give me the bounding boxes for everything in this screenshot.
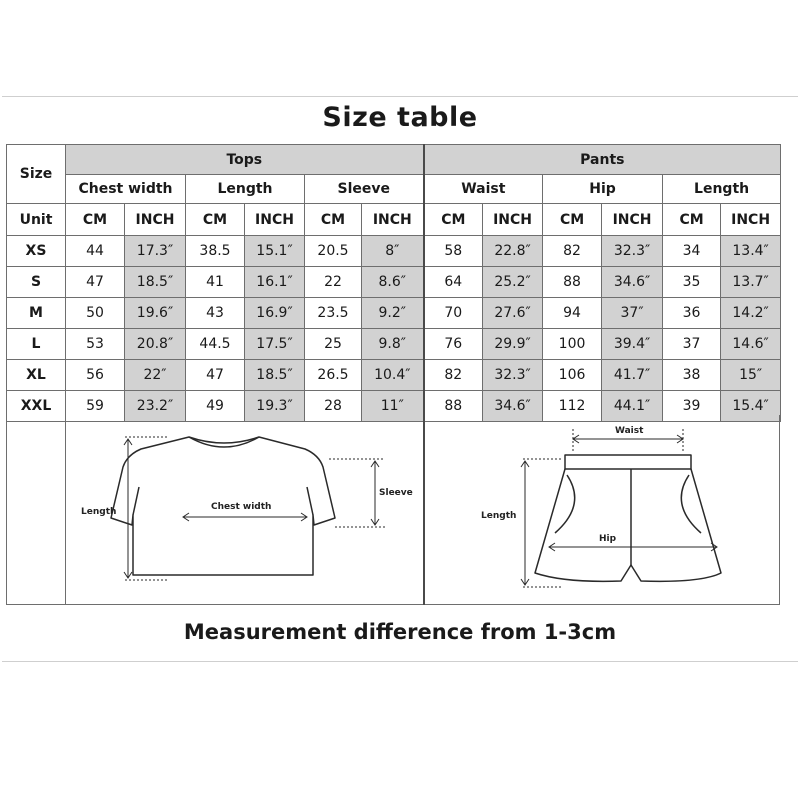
size-table	[6, 144, 781, 422]
value-cell: 70	[424, 298, 483, 329]
value-cell: 14.6″	[721, 329, 781, 360]
value-cell: 36	[663, 298, 721, 329]
value-cell: 11″	[362, 391, 424, 422]
label-chest-width: Chest width	[211, 502, 272, 512]
table-row	[7, 360, 781, 391]
value-cell: 20.5	[305, 236, 362, 267]
value-cell: 94	[543, 298, 602, 329]
size-header: Size	[7, 145, 66, 204]
value-cell: 35	[663, 267, 721, 298]
unit-cell: INCH	[602, 204, 663, 236]
measurement-note: Measurement difference from 1-3cm	[183, 620, 617, 644]
value-cell: 18.5″	[125, 267, 186, 298]
value-cell: 22″	[125, 360, 186, 391]
value-cell: 34.6″	[483, 391, 543, 422]
value-cell: 100	[543, 329, 602, 360]
measure-header: Waist	[424, 175, 543, 204]
unit-cell: CM	[543, 204, 602, 236]
value-cell: 23.5	[305, 298, 362, 329]
value-cell: 22	[305, 267, 362, 298]
label-top-length: Length	[81, 507, 117, 517]
value-cell: 19.3″	[245, 391, 305, 422]
size-cell: XL	[7, 360, 66, 391]
unit-cell: CM	[663, 204, 721, 236]
size-cell: L	[7, 329, 66, 360]
value-cell: 38.5	[186, 236, 245, 267]
value-cell: 34.6″	[602, 267, 663, 298]
value-cell: 37	[663, 329, 721, 360]
value-cell: 32.3″	[483, 360, 543, 391]
unit-cell: CM	[66, 204, 125, 236]
value-cell: 25.2″	[483, 267, 543, 298]
value-cell: 29.9″	[483, 329, 543, 360]
unit-cell: INCH	[721, 204, 781, 236]
value-cell: 23.2″	[125, 391, 186, 422]
unit-row	[7, 204, 781, 236]
value-cell: 27.6″	[483, 298, 543, 329]
unit-cell: CM	[186, 204, 245, 236]
value-cell: 25	[305, 329, 362, 360]
unit-cell: INCH	[245, 204, 305, 236]
value-cell: 16.9″	[245, 298, 305, 329]
value-cell: 50	[66, 298, 125, 329]
measure-header: Length	[663, 175, 781, 204]
value-cell: 39	[663, 391, 721, 422]
size-cell: XS	[7, 236, 66, 267]
value-cell: 32.3″	[602, 236, 663, 267]
value-cell: 15.4″	[721, 391, 781, 422]
value-cell: 88	[543, 267, 602, 298]
value-cell: 64	[424, 267, 483, 298]
value-cell: 14.2″	[721, 298, 781, 329]
value-cell: 47	[186, 360, 245, 391]
table-row	[7, 236, 781, 267]
unit-cell: CM	[424, 204, 483, 236]
value-cell: 47	[66, 267, 125, 298]
value-cell: 8.6″	[362, 267, 424, 298]
size-cell: M	[7, 298, 66, 329]
value-cell: 43	[186, 298, 245, 329]
shorts-diagram	[425, 415, 780, 605]
shorts-waistband	[565, 455, 691, 469]
value-cell: 88	[424, 391, 483, 422]
value-cell: 82	[543, 236, 602, 267]
label-hip: Hip	[599, 534, 617, 544]
value-cell: 37″	[602, 298, 663, 329]
value-cell: 49	[186, 391, 245, 422]
value-cell: 13.7″	[721, 267, 781, 298]
unit-cell: INCH	[483, 204, 543, 236]
size-cell: S	[7, 267, 66, 298]
label-sleeve: Sleeve	[379, 488, 413, 498]
value-cell: 15″	[721, 360, 781, 391]
label-pants-length: Length	[481, 511, 517, 521]
value-cell: 58	[424, 236, 483, 267]
unit-label: Unit	[7, 204, 66, 236]
value-cell: 20.8″	[125, 329, 186, 360]
size-cell: XXL	[7, 391, 66, 422]
value-cell: 112	[543, 391, 602, 422]
value-cell: 18.5″	[245, 360, 305, 391]
group-header-tops: Tops	[66, 145, 424, 175]
value-cell: 19.6″	[125, 298, 186, 329]
value-cell: 56	[66, 360, 125, 391]
value-cell: 22.8″	[483, 236, 543, 267]
value-cell: 38	[663, 360, 721, 391]
value-cell: 16.1″	[245, 267, 305, 298]
value-cell: 44.1″	[602, 391, 663, 422]
table-row	[7, 329, 781, 360]
diagram-area	[6, 415, 780, 605]
value-cell: 13.4″	[721, 236, 781, 267]
value-cell: 44	[66, 236, 125, 267]
group-header-pants: Pants	[424, 145, 781, 175]
value-cell: 28	[305, 391, 362, 422]
measure-header: Chest width	[66, 175, 186, 204]
value-cell: 9.2″	[362, 298, 424, 329]
unit-cell: INCH	[125, 204, 186, 236]
value-cell: 41.7″	[602, 360, 663, 391]
label-waist: Waist	[615, 426, 644, 436]
shirt-diagram	[67, 415, 423, 605]
measure-header: Sleeve	[305, 175, 424, 204]
page-title: Size table	[322, 102, 478, 133]
value-cell: 106	[543, 360, 602, 391]
value-cell: 17.3″	[125, 236, 186, 267]
value-cell: 15.1″	[245, 236, 305, 267]
unit-cell: CM	[305, 204, 362, 236]
table-row	[7, 298, 781, 329]
value-cell: 8″	[362, 236, 424, 267]
value-cell: 26.5	[305, 360, 362, 391]
value-cell: 41	[186, 267, 245, 298]
value-cell: 53	[66, 329, 125, 360]
value-cell: 17.5″	[245, 329, 305, 360]
value-cell: 44.5	[186, 329, 245, 360]
value-cell: 76	[424, 329, 483, 360]
measure-header: Length	[186, 175, 305, 204]
unit-cell: INCH	[362, 204, 424, 236]
measure-header: Hip	[543, 175, 663, 204]
value-cell: 10.4″	[362, 360, 424, 391]
value-cell: 59	[66, 391, 125, 422]
value-cell: 9.8″	[362, 329, 424, 360]
value-cell: 82	[424, 360, 483, 391]
table-row	[7, 267, 781, 298]
value-cell: 39.4″	[602, 329, 663, 360]
value-cell: 34	[663, 236, 721, 267]
